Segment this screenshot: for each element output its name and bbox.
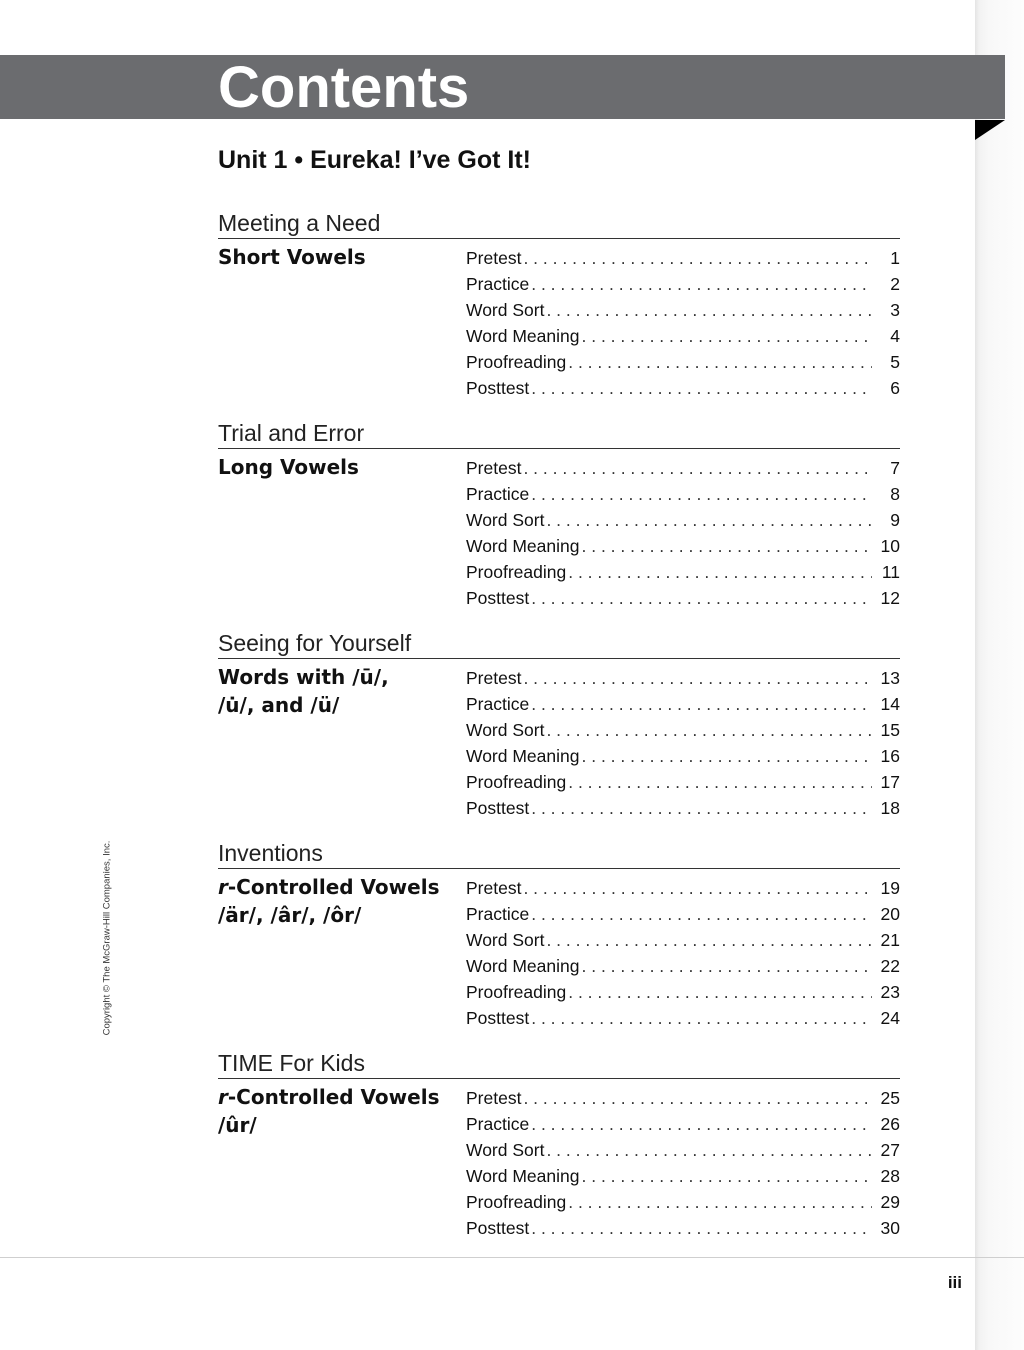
entry-page-number: 24 [880,1008,900,1028]
toc-entry[interactable] [466,668,900,694]
toc-entry[interactable] [466,956,900,982]
entry-page-number: 17 [880,772,900,792]
entry-page-number: 5 [890,352,900,372]
toc-entry[interactable] [466,1088,900,1114]
dot-leader [582,746,873,767]
entry-label: Practice [466,694,530,714]
entry-label: Posttest [466,1008,530,1028]
toc-section [218,628,900,838]
dot-leader [531,588,872,609]
toc-entry[interactable] [466,562,900,588]
dot-leader [531,274,872,295]
entry-page-number: 7 [890,458,900,478]
toc-entry[interactable] [466,1218,900,1244]
page-number: iii [947,1273,962,1292]
entry-page-number: 22 [880,956,900,976]
skill-line [218,453,450,481]
entry-label: Pretest [466,458,522,478]
dot-leader [582,326,873,347]
entry-label: Pretest [466,248,522,268]
toc-entry[interactable] [466,746,900,772]
page-gutter-shadow [975,0,1024,1350]
entry-label: Practice [466,1114,530,1134]
dot-leader [546,300,872,321]
skill-line [218,691,450,719]
entry-label: Proofreading [466,562,567,582]
copyright-notice: Copyright © The McGraw-Hill Companies, Inc. [101,840,113,1036]
entry-label: Word Sort [466,930,545,950]
spelling-skill [218,873,450,929]
toc-entry[interactable] [466,1008,900,1034]
entry-label: Posttest [466,378,530,398]
entry-label: Word Meaning [466,536,580,556]
toc-entry[interactable] [466,694,900,720]
skill-text: Long Vowels [218,455,359,479]
dot-leader [531,904,872,925]
dot-leader [568,352,872,373]
dot-leader [546,930,872,951]
dot-leader [568,982,872,1003]
skill-text: /u̇/, and /ü/ [218,693,340,717]
dot-leader [582,1166,873,1187]
dot-leader [523,1088,872,1109]
entry-page-number: 16 [880,746,900,766]
skill-line [218,873,450,901]
entry-page-number: 1 [890,248,900,268]
toc-entry[interactable] [466,798,900,824]
toc-entry[interactable] [466,904,900,930]
section-title: Trial and Error [218,418,900,449]
entry-page-number: 27 [880,1140,900,1160]
skill-text: -Controlled Vowels [227,875,440,899]
dot-leader [546,1140,872,1161]
skill-text: -Controlled Vowels [227,1085,440,1109]
toc-entry[interactable] [466,484,900,510]
dot-leader [531,798,872,819]
toc-entry[interactable] [466,352,900,378]
entry-page-number: 25 [880,1088,900,1108]
dot-leader [531,484,872,505]
toc-entry[interactable] [466,248,900,274]
entry-label: Pretest [466,668,522,688]
entry-label: Posttest [466,588,530,608]
entry-label: Proofreading [466,352,567,372]
toc-section [218,838,900,1048]
entry-label: Word Meaning [466,1166,580,1186]
entry-page-number: 2 [890,274,900,294]
entry-page-number: 19 [880,878,900,898]
toc-entry[interactable] [466,1140,900,1166]
skill-line [218,663,450,691]
entry-list [466,668,900,824]
skill-line [218,1111,450,1139]
toc-entry[interactable] [466,1192,900,1218]
toc-entry[interactable] [466,772,900,798]
toc-section [218,208,900,418]
skill-line [218,1083,450,1111]
dot-leader [523,248,872,269]
dot-leader [546,720,872,741]
entry-page-number: 6 [890,378,900,398]
skill-line [218,901,450,929]
entry-label: Practice [466,484,530,504]
dot-leader [523,458,872,479]
dot-leader [546,510,872,531]
skill-text: Short Vowels [218,245,366,269]
entry-label: Word Meaning [466,746,580,766]
entry-page-number: 11 [881,562,900,582]
entry-page-number: 18 [880,798,900,818]
skill-text: /ûr/ [218,1113,257,1137]
skill-line [218,243,450,271]
entry-page-number: 8 [890,484,900,504]
dot-leader [531,1218,872,1239]
toc-entry[interactable] [466,1166,900,1192]
entry-page-number: 30 [880,1218,900,1238]
entry-label: Proofreading [466,982,567,1002]
spelling-skill [218,243,450,271]
spelling-skill [218,453,450,481]
dot-leader [531,1114,872,1135]
corner-tab-marker [975,120,1005,140]
entry-label: Word Meaning [466,956,580,976]
toc-entry[interactable] [466,720,900,746]
entry-label: Word Sort [466,300,545,320]
entry-label: Word Sort [466,510,545,530]
toc-entry[interactable] [466,1114,900,1140]
entry-page-number: 28 [880,1166,900,1186]
spelling-skill [218,1083,450,1139]
entry-page-number: 12 [880,588,900,608]
toc-section [218,418,900,628]
entry-label: Posttest [466,1218,530,1238]
entry-page-number: 26 [880,1114,900,1134]
unit-title: Unit 1 • Eureka! I’ve Got It! [218,146,531,174]
toc-entry[interactable] [466,300,900,326]
dot-leader [568,562,872,583]
entry-label: Word Sort [466,1140,545,1160]
entry-list [466,1088,900,1244]
dot-leader [523,878,872,899]
page-title: Contents [218,55,470,120]
entry-label: Word Meaning [466,326,580,346]
toc-entry[interactable] [466,326,900,352]
entry-page-number: 14 [880,694,900,714]
entry-page-number: 3 [890,300,900,320]
dot-leader [523,668,872,689]
footer-divider [0,1257,1024,1258]
toc-entry[interactable] [466,274,900,300]
dot-leader [582,536,873,557]
entry-page-number: 23 [880,982,900,1002]
entry-label: Proofreading [466,772,567,792]
section-title: Inventions [218,838,900,869]
entry-label: Pretest [466,878,522,898]
skill-text: /är/, /âr/, /ôr/ [218,903,362,927]
toc-entry[interactable] [466,510,900,536]
entry-list [466,458,900,614]
toc-entry[interactable] [466,378,900,404]
entry-label: Word Sort [466,720,545,740]
entry-label: Practice [466,274,530,294]
skill-prefix: r [218,875,228,899]
entry-list [466,248,900,404]
section-title: Seeing for Yourself [218,628,900,659]
entry-label: Proofreading [466,1192,567,1212]
entry-label: Posttest [466,798,530,818]
entry-page-number: 4 [890,326,900,346]
toc-entry[interactable] [466,982,900,1008]
dot-leader [582,956,873,977]
spelling-skill [218,663,450,719]
toc-section [218,1048,900,1258]
entry-page-number: 21 [880,930,900,950]
entry-page-number: 9 [890,510,900,530]
toc-entry[interactable] [466,878,900,904]
toc-entry[interactable] [466,536,900,562]
dot-leader [568,772,872,793]
toc-entry[interactable] [466,930,900,956]
entry-label: Practice [466,904,530,924]
entry-label: Pretest [466,1088,522,1108]
dot-leader [568,1192,872,1213]
header-band [0,55,1005,119]
toc-entry[interactable] [466,588,900,614]
skill-prefix: r [218,1085,228,1109]
section-title: Meeting a Need [218,208,900,239]
entry-page-number: 10 [880,536,900,556]
entry-list [466,878,900,1034]
section-title: TIME For Kids [218,1048,900,1079]
skill-text: Words with /ū/, [218,665,389,689]
entry-page-number: 15 [880,720,900,740]
dot-leader [531,1008,872,1029]
dot-leader [531,694,872,715]
contents-sections [218,208,900,1258]
dot-leader [531,378,872,399]
entry-page-number: 29 [880,1192,900,1212]
entry-page-number: 20 [880,904,900,924]
toc-entry[interactable] [466,458,900,484]
entry-page-number: 13 [880,668,900,688]
